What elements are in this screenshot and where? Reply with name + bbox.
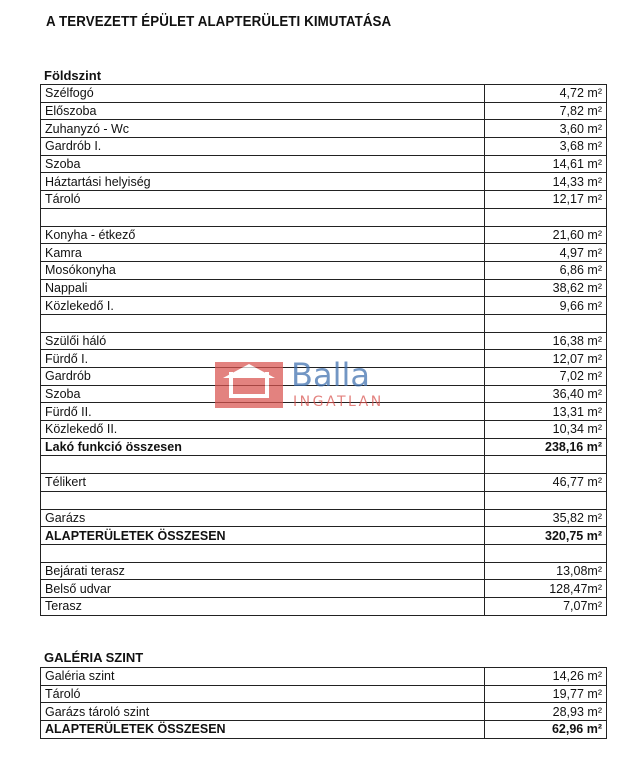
room-name — [41, 491, 485, 509]
room-area: 36,40 m² — [485, 385, 607, 403]
table-row — [41, 385, 607, 403]
room-name: Közlekedő I. — [41, 297, 485, 315]
room-name: Konyha - étkező — [41, 226, 485, 244]
area-table-galeria — [40, 667, 607, 739]
room-area: 28,93 m² — [485, 703, 607, 721]
table-row — [41, 580, 607, 598]
room-area: 12,07 m² — [485, 350, 607, 368]
watermark-name: Balla — [291, 356, 370, 394]
room-name: Szélfogó — [41, 85, 485, 103]
table-row — [41, 244, 607, 262]
table-row — [41, 403, 607, 421]
room-area: 9,66 m² — [485, 297, 607, 315]
room-name: Szülői háló — [41, 332, 485, 350]
table-row — [41, 226, 607, 244]
room-name: Kamra — [41, 244, 485, 262]
room-area: 62,96 m² — [485, 721, 607, 739]
table-row — [41, 279, 607, 297]
table-row — [41, 509, 607, 527]
room-area — [485, 208, 607, 226]
room-area — [485, 544, 607, 562]
room-area: 320,75 m² — [485, 527, 607, 545]
table-row — [41, 368, 607, 386]
table-row — [41, 173, 607, 191]
document-title: A TERVEZETT ÉPÜLET ALAPTERÜLETI KIMUTATÁSA — [46, 14, 392, 30]
room-area: 10,34 m² — [485, 421, 607, 439]
room-name: Galéria szint — [41, 668, 485, 686]
room-area — [485, 456, 607, 474]
room-area: 4,72 m² — [485, 85, 607, 103]
section-heading-galeria: GALÉRIA SZINT — [44, 650, 144, 665]
room-name: Bejárati terasz — [41, 562, 485, 580]
table-row — [41, 491, 607, 509]
table-row — [41, 350, 607, 368]
room-area: 238,16 m² — [485, 438, 607, 456]
room-area: 19,77 m² — [485, 685, 607, 703]
table-row — [41, 456, 607, 474]
room-area: 4,97 m² — [485, 244, 607, 262]
table-row — [41, 208, 607, 226]
table-row — [41, 562, 607, 580]
room-name: Garázs tároló szint — [41, 703, 485, 721]
room-area: 12,17 m² — [485, 191, 607, 209]
room-area: 35,82 m² — [485, 509, 607, 527]
table-row — [41, 332, 607, 350]
table-row — [41, 421, 607, 439]
table-row — [41, 85, 607, 103]
table-row — [41, 120, 607, 138]
room-name: Fürdő II. — [41, 403, 485, 421]
room-name: Szoba — [41, 155, 485, 173]
room-area: 6,86 m² — [485, 261, 607, 279]
room-area: 7,82 m² — [485, 102, 607, 120]
table-row — [41, 474, 607, 492]
table-row — [41, 155, 607, 173]
table-row — [41, 721, 607, 739]
room-area: 3,68 m² — [485, 138, 607, 156]
room-name: ALAPTERÜLETEK ÖSSZESEN — [41, 721, 485, 739]
watermark-sub: INGATLAN — [293, 394, 384, 410]
table-row — [41, 685, 607, 703]
table-row — [41, 314, 607, 332]
room-name — [41, 544, 485, 562]
room-name: Tároló — [41, 191, 485, 209]
room-area: 128,47m² — [485, 580, 607, 598]
room-name: Fürdő I. — [41, 350, 485, 368]
room-name: Lakó funkció összesen — [41, 438, 485, 456]
room-area: 16,38 m² — [485, 332, 607, 350]
section-heading-foldszint: Földszint — [44, 68, 102, 83]
room-name — [41, 456, 485, 474]
room-area: 3,60 m² — [485, 120, 607, 138]
room-name — [41, 314, 485, 332]
room-area: 46,77 m² — [485, 474, 607, 492]
room-area: 14,33 m² — [485, 173, 607, 191]
room-name: Télikert — [41, 474, 485, 492]
table-row — [41, 438, 607, 456]
room-area: 14,61 m² — [485, 155, 607, 173]
room-name: Belső udvar — [41, 580, 485, 598]
room-name: Tároló — [41, 685, 485, 703]
room-name — [41, 208, 485, 226]
room-name: Előszoba — [41, 102, 485, 120]
table-row — [41, 668, 607, 686]
room-area: 13,08m² — [485, 562, 607, 580]
room-name: Zuhanyzó - Wc — [41, 120, 485, 138]
room-area: 7,02 m² — [485, 368, 607, 386]
table-row — [41, 261, 607, 279]
room-name: Garázs — [41, 509, 485, 527]
room-area: 38,62 m² — [485, 279, 607, 297]
room-name: Nappali — [41, 279, 485, 297]
room-name: Mosókonyha — [41, 261, 485, 279]
room-area: 21,60 m² — [485, 226, 607, 244]
room-area: 13,31 m² — [485, 403, 607, 421]
table-row — [41, 297, 607, 315]
room-name: Gardrób — [41, 368, 485, 386]
room-name: Terasz — [41, 597, 485, 615]
room-area — [485, 314, 607, 332]
area-table-foldszint — [40, 84, 607, 616]
table-row — [41, 597, 607, 615]
room-name: Közlekedő II. — [41, 421, 485, 439]
room-name: ALAPTERÜLETEK ÖSSZESEN — [41, 527, 485, 545]
table-row — [41, 703, 607, 721]
table-row — [41, 138, 607, 156]
room-name: Szoba — [41, 385, 485, 403]
room-name: Háztartási helyiség — [41, 173, 485, 191]
table-row — [41, 102, 607, 120]
table-row — [41, 527, 607, 545]
table-row — [41, 544, 607, 562]
room-area — [485, 491, 607, 509]
table-row — [41, 191, 607, 209]
room-area: 14,26 m² — [485, 668, 607, 686]
room-name: Gardrób I. — [41, 138, 485, 156]
room-area: 7,07m² — [485, 597, 607, 615]
